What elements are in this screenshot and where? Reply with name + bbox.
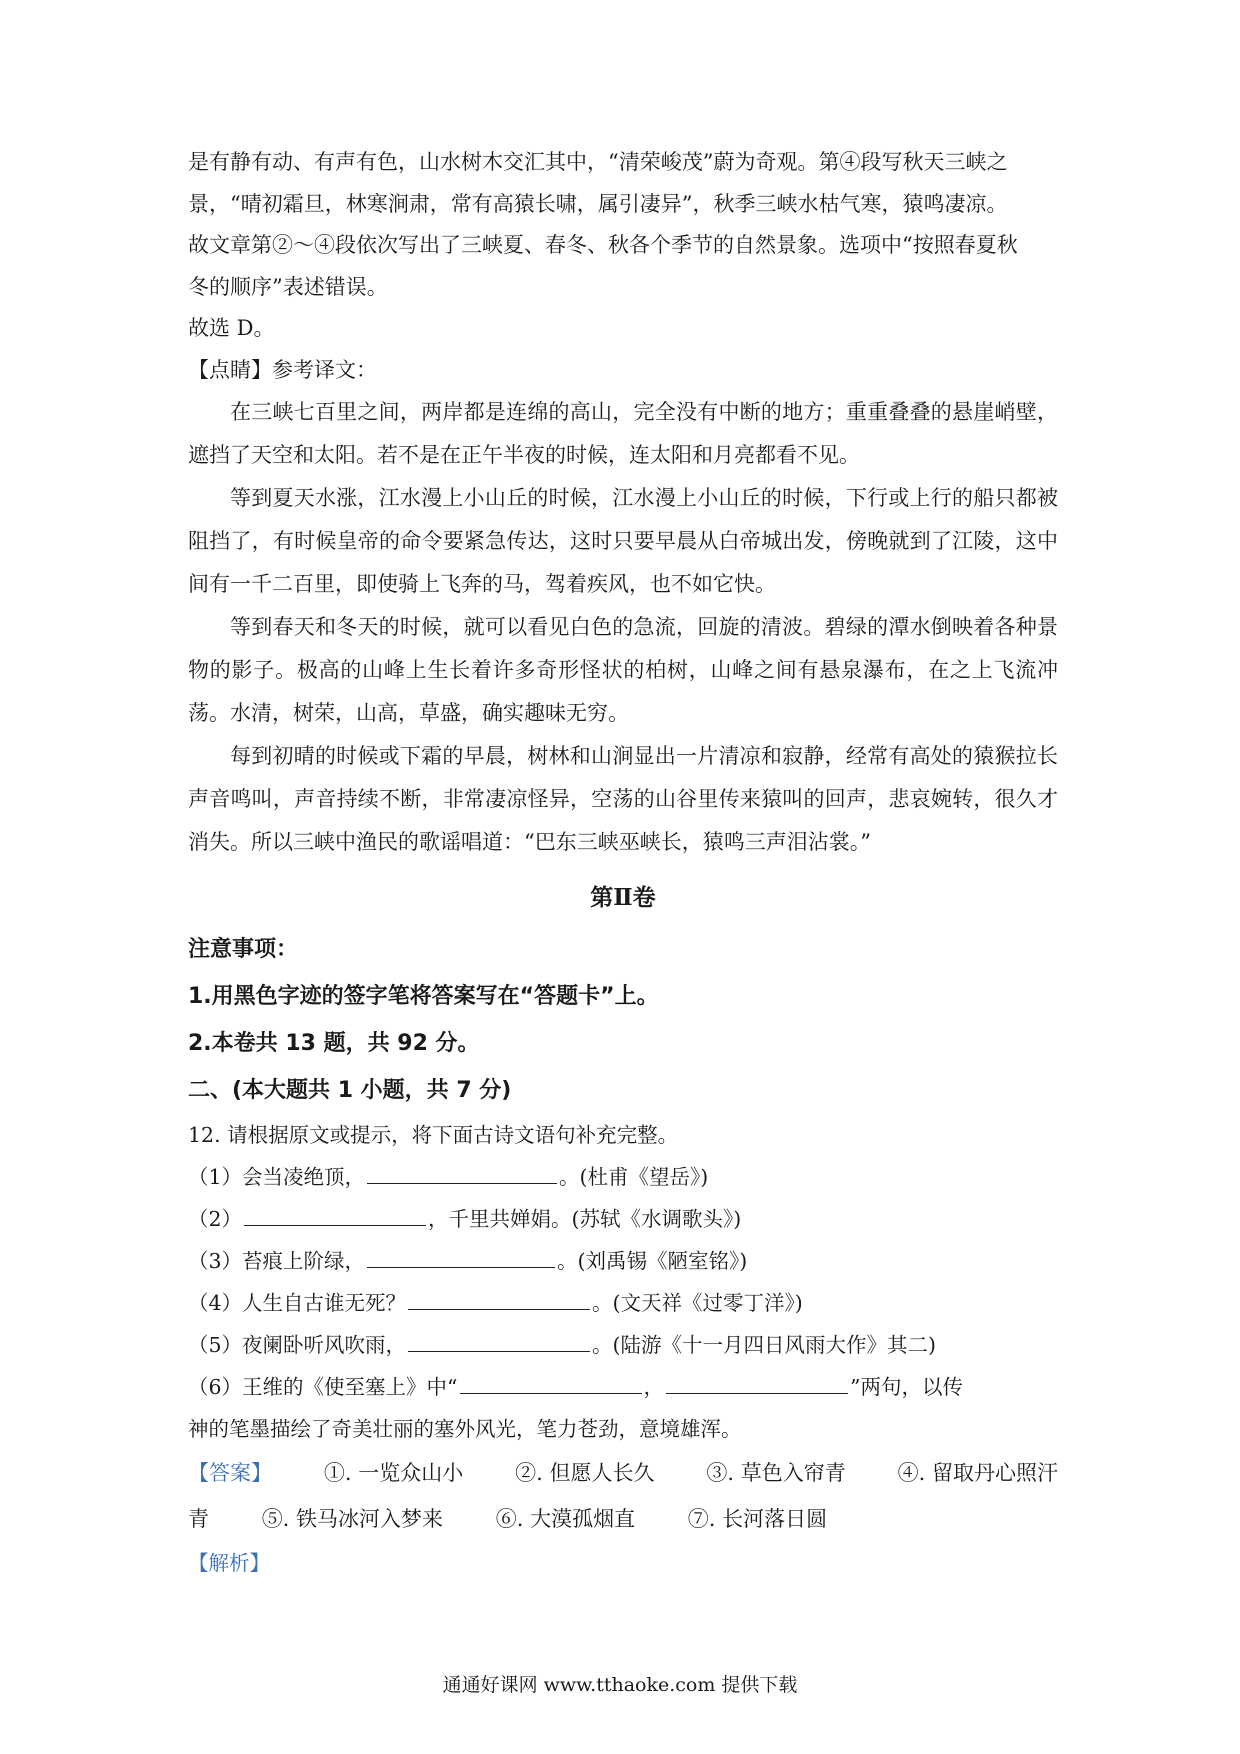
answer-blank bbox=[367, 1161, 557, 1184]
question-stem: 12. 请根据原文或提示，将下面古诗文语句补充完整。 bbox=[188, 1123, 679, 1147]
translation-paragraph: 等到夏天水涨，江水漫上小山丘的时候，江水漫上小山丘的时候，下行或上行的船只都被阻挡了，有时候皇帝的命令要紧急传达，这时只要早晨从白帝城出发，傍晚就到了江陵，这中间有一千二百里，即使骑上飞奔的马，驾着疾风，也不如它快。 bbox=[188, 486, 1058, 596]
notes-item: 1.用黑色字迹的签字笔将答案写在“答题卡”上。 bbox=[188, 984, 659, 1009]
translation-paragraph: 在三峡七百里之间，两岸都是连绵的高山，完全没有中断的地方；重重叠叠的悬崖峭壁，遮挡了天空和太阳。若不是在正午半夜的时候，连太阳和月亮都看不见。 bbox=[188, 400, 1058, 467]
notes-item: 2.本卷共 13 题，共 92 分。 bbox=[188, 1031, 480, 1056]
answer-blank bbox=[408, 1329, 590, 1352]
question-text: （2） bbox=[188, 1207, 243, 1231]
answer-item: ③. 草色入帘青 bbox=[706, 1461, 846, 1485]
question-source: 。(文天祥《过零丁洋》) bbox=[592, 1291, 803, 1315]
answer-blank bbox=[460, 1371, 642, 1394]
question-item-continued: 神的笔墨描绘了奇美壮丽的塞外风光，笔力苍劲，意境雄浑。 bbox=[188, 1417, 742, 1441]
answer-item: ⑤. 铁马冰河入梦来 bbox=[261, 1507, 444, 1531]
question-item bbox=[188, 1198, 1058, 1240]
analysis-conclusion: 故选 D。 bbox=[188, 316, 275, 340]
answer-item: ⑥. 大漠孤烟直 bbox=[495, 1507, 636, 1531]
answer-blank bbox=[367, 1245, 555, 1268]
answer-item: 青 bbox=[188, 1507, 209, 1531]
question-text: （1）会当凌绝顶， bbox=[188, 1165, 366, 1189]
translation-paragraph: 每到初晴的时候或下霜的早晨，树林和山涧显出一片清凉和寂静，经常有高处的猿猴拉长声音鸣叫，声音持续不断，非常凄凉怪异，空荡的山谷里传来猿叫的回声，悲哀婉转，很久才消失。所以三峡中渔民的歌谣唱道：“巴东三峡巫峡长，猿鸣三声泪沾裳。” bbox=[188, 744, 1058, 854]
answer-tag: 【答案】 bbox=[188, 1461, 272, 1485]
question-text: （6）王维的《使至塞上》中“ bbox=[188, 1375, 458, 1399]
section-title: 第Ⅱ卷 bbox=[590, 884, 656, 911]
answer-item: ②. 但愿人长久 bbox=[515, 1461, 655, 1485]
question-text: （3）苔痕上阶绿， bbox=[188, 1249, 366, 1273]
part-heading: 二、(本大题共 1 小题，共 7 分) bbox=[188, 1078, 512, 1103]
answer-row bbox=[188, 1496, 1058, 1542]
answer-item: ⑦. 长河落日圆 bbox=[687, 1507, 828, 1531]
question-source: 。(杜甫《望岳》) bbox=[559, 1165, 709, 1189]
translation-paragraph: 等到春天和冬天的时候，就可以看见白色的急流，回旋的清波。碧绿的潭水倒映着各种景物的影子。极高的山峰上生长着许多奇形怪状的柏树，山峰之间有悬泉瀑布，在之上飞流冲荡。水清，树荣，山高，草盛，确实趣味无穷。 bbox=[188, 615, 1058, 725]
question-text: （5）夜阑卧听风吹雨， bbox=[188, 1333, 407, 1357]
question-item bbox=[188, 1324, 1058, 1366]
analysis-tag: 【解析】 bbox=[188, 1551, 270, 1575]
analysis-line: 故文章第②～④段依次写出了三峡夏、春冬、秋各个季节的自然景象。选项中“按照春夏秋 bbox=[188, 233, 1018, 257]
notes-heading: 注意事项： bbox=[188, 937, 299, 962]
question-item bbox=[188, 1156, 1058, 1198]
tip-heading: 【点睛】参考译文： bbox=[188, 357, 377, 382]
answer-blank bbox=[666, 1371, 848, 1394]
answer-item: ④. 留取丹心照汗 bbox=[897, 1461, 1058, 1485]
answer-item: ①. 一览众山小 bbox=[323, 1461, 464, 1485]
question-item bbox=[188, 1366, 1058, 1408]
analysis-line: 冬的顺序”表述错误。 bbox=[188, 274, 388, 299]
question-text: （4）人生自古谁无死？ bbox=[188, 1291, 407, 1315]
question-source: 。(陆游《十一月四日风雨大作》其二) bbox=[592, 1333, 937, 1357]
answer-blank bbox=[408, 1287, 590, 1310]
analysis-line: 是有静有动、有声有色，山水树木交汇其中，“清荣峻茂”蔚为奇观。第④段写秋天三峡之 bbox=[188, 150, 1008, 174]
analysis-block bbox=[188, 142, 1058, 391]
answer-blank bbox=[244, 1203, 426, 1226]
analysis-line: 景，“晴初霜旦，林寒涧肃，常有高猿长啸，属引凄异”，秋季三峡水枯气寒，猿鸣凄凉。 bbox=[188, 191, 1008, 216]
question-item bbox=[188, 1282, 1058, 1324]
question-source: 。(刘禹锡《陋室铭》) bbox=[557, 1249, 748, 1273]
question-item bbox=[188, 1240, 1058, 1282]
page-footer: 通通好课网 www.tthaoke.com 提供下载 bbox=[442, 1674, 798, 1696]
translation-block bbox=[188, 391, 1058, 864]
page-content bbox=[188, 142, 1058, 1584]
question-text: ， bbox=[643, 1375, 665, 1399]
question-text: ”两句，以传 bbox=[850, 1375, 964, 1399]
answer-row bbox=[188, 1450, 1058, 1496]
question-source: ，千里共婵娟。(苏轼《水调歌头》) bbox=[428, 1207, 742, 1231]
